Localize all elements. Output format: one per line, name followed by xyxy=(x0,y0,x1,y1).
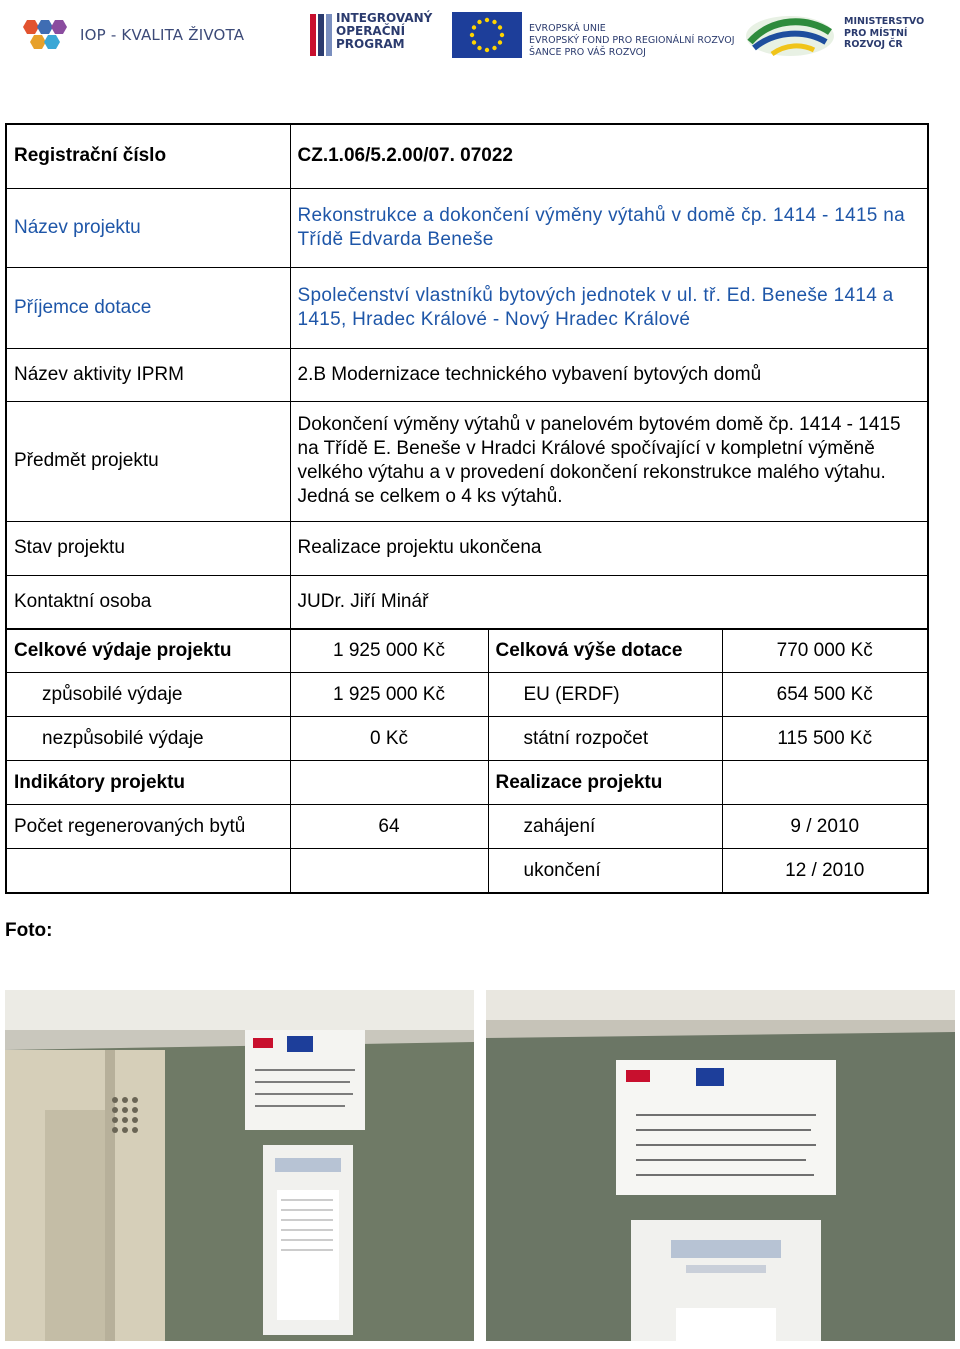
mmr-line-2: PRO MÍSTNÍ xyxy=(844,27,908,39)
mmr-logo-text xyxy=(844,16,924,51)
elevator-photo-right xyxy=(486,990,955,1341)
subject-label: Předmět projektu xyxy=(6,401,290,521)
end-label: ukončení xyxy=(488,849,722,894)
total-expenses-value: 1 925 000 Kč xyxy=(290,629,488,673)
state-budget-label: státní rozpočet xyxy=(488,717,722,761)
iprog-line-3: PROGRAM xyxy=(336,37,405,51)
elevator-photo-right-image xyxy=(486,990,955,1341)
header-logos xyxy=(0,0,960,70)
status-value: Realizace projektu ukončena xyxy=(290,521,928,575)
subject-value: Dokončení výměny výtahů v panelovém bytovém domě čp. 1414 - 1415 na Třídě E. Beneše v Hradci Králové spočívající v kompletní výměně velkého výtahu a v provedení dokončení rekonstrukce malého výtahu. Jedná se celkem o 4 ks výtahů. xyxy=(290,401,928,521)
indicators-label: Indikátory projektu xyxy=(6,761,290,805)
row-contact xyxy=(6,575,928,629)
eligible-label: způsobilé výdaje xyxy=(6,673,290,717)
mmr-logo-icon xyxy=(742,12,838,60)
iop-logo-text: IOP - KVALITA ŽIVOTA xyxy=(80,26,245,44)
start-value: 9 / 2010 xyxy=(722,805,928,849)
row-recipient xyxy=(6,267,928,348)
end-value: 12 / 2010 xyxy=(722,849,928,894)
mmr-line-1: MINISTERSTVO xyxy=(844,16,925,27)
start-label: zahájení xyxy=(488,805,722,849)
realization-empty xyxy=(722,761,928,805)
eu-erdf-value: 654 500 Kč xyxy=(722,673,928,717)
contact-value: JUDr. Jiří Minář xyxy=(290,575,928,629)
end-empty-1 xyxy=(6,849,290,894)
eu-line-2: EVROPSKÝ FOND PRO REGIONÁLNÍ ROZVOJ xyxy=(529,35,735,46)
photo-section-label: Foto: xyxy=(5,920,53,941)
end-empty-2 xyxy=(290,849,488,894)
elevator-photo-left-image xyxy=(5,990,474,1341)
contact-label: Kontaktní osoba xyxy=(6,575,290,629)
flats-label: Počet regenerovaných bytů xyxy=(6,805,290,849)
total-grant-label: Celková výše dotace xyxy=(488,629,722,673)
eu-logo-text xyxy=(529,23,735,59)
recipient-label: Příjemce dotace xyxy=(6,267,290,348)
activity-label: Název aktivity IPRM xyxy=(6,348,290,401)
eu-line-1: EVROPSKÁ UNIE xyxy=(529,23,606,34)
eu-line-3: ŠANCE PRO VÁŠ ROZVOJ xyxy=(529,47,646,58)
project-name-label: Název projektu xyxy=(6,188,290,267)
row-indicators xyxy=(6,761,928,805)
eu-flag-icon xyxy=(452,12,522,58)
iprog-line-2: OPERAČNÍ xyxy=(336,24,406,38)
row-activity xyxy=(6,348,928,401)
iop-hexagon-logo xyxy=(18,18,74,54)
ineligible-label: nezpůsobilé výdaje xyxy=(6,717,290,761)
mmr-line-3: ROZVOJ ČR xyxy=(844,39,903,50)
activity-value: 2.B Modernizace technického vybavení bytových domů xyxy=(290,348,928,401)
row-flats xyxy=(6,805,928,849)
iprog-line-1: INTEGROVANÝ xyxy=(336,11,433,25)
iop-program-logo xyxy=(308,10,334,60)
state-budget-value: 115 500 Kč xyxy=(722,717,928,761)
flats-value: 64 xyxy=(290,805,488,849)
finance-table xyxy=(5,628,929,894)
realization-label: Realizace projektu xyxy=(488,761,722,805)
row-registration xyxy=(6,124,928,188)
elevator-photo-left xyxy=(5,990,474,1341)
registration-value: CZ.1.06/5.2.00/07. 07022 xyxy=(290,124,928,188)
row-end xyxy=(6,849,928,894)
eligible-value: 1 925 000 Kč xyxy=(290,673,488,717)
indicators-empty xyxy=(290,761,488,805)
row-subject xyxy=(6,401,928,521)
row-project-name xyxy=(6,188,928,267)
iop-program-text xyxy=(336,12,432,51)
row-eligible xyxy=(6,673,928,717)
recipient-value: Společenství vlastníků bytových jednotek v ul. tř. Ed. Beneše 1414 a 1415, Hradec Králové - Nový Hradec Králové xyxy=(290,267,928,348)
row-totals xyxy=(6,629,928,673)
row-ineligible xyxy=(6,717,928,761)
eu-erdf-label: EU (ERDF) xyxy=(488,673,722,717)
registration-label: Registrační číslo xyxy=(6,124,290,188)
total-grant-value: 770 000 Kč xyxy=(722,629,928,673)
project-name-value: Rekonstrukce a dokončení výměny výtahů v domě čp. 1414 - 1415 na Třídě Edvarda Beneše xyxy=(290,188,928,267)
status-label: Stav projektu xyxy=(6,521,290,575)
project-info-table xyxy=(5,123,929,630)
ineligible-value: 0 Kč xyxy=(290,717,488,761)
row-status xyxy=(6,521,928,575)
total-expenses-label: Celkové výdaje projektu xyxy=(6,629,290,673)
